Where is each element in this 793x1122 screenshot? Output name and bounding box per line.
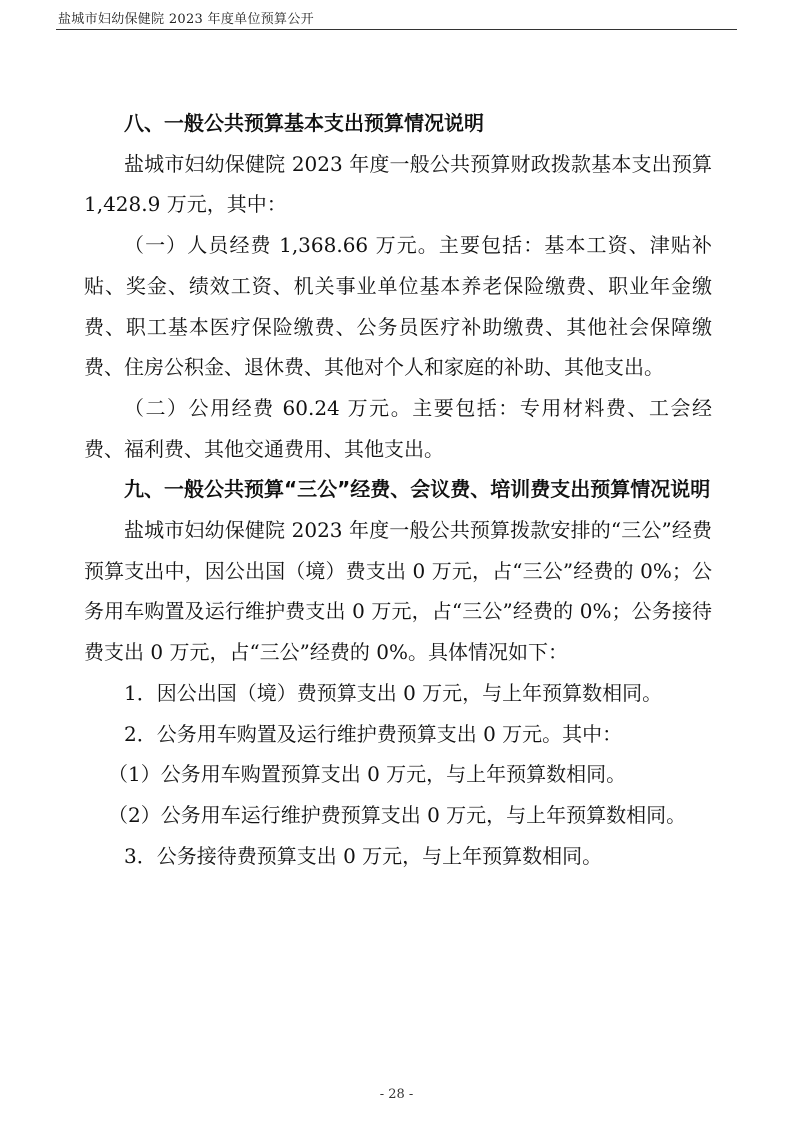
document-body bbox=[84, 103, 712, 876]
section-heading-9: 九、一般公共预算“三公”经费、会议费、培训费支出预算情况说明 bbox=[124, 477, 711, 502]
paragraph-personnel-expenses: （一）人员经费 1,368.66 万元。主要包括：基本工资、津贴补贴、奖金、绩效工资、机关事业单位基本养老保险缴费、职业年金缴费、职工基本医疗保险缴费、公务员医疗补助缴费、其他社会保障缴费、住房公积金、退休费、其他对个人和家庭的补助、其他支出。 bbox=[84, 233, 712, 380]
list-subitem: （1）公务用车购置预算支出 0 万元，与上年预算数相同。 bbox=[108, 762, 627, 787]
running-header: 盐城市妇幼保健院 2023 年度单位预算公开 bbox=[58, 12, 314, 27]
header-rule bbox=[56, 29, 737, 30]
page-number: - 28 - bbox=[379, 1087, 414, 1102]
list-item: 1．因公出国（境）费预算支出 0 万元，与上年预算数相同。 bbox=[124, 680, 663, 705]
list-item: 2．公务用车购置及运行维护费预算支出 0 万元。其中： bbox=[124, 721, 623, 746]
section-heading-8: 八、一般公共预算基本支出预算情况说明 bbox=[124, 111, 484, 135]
paragraph: 盐城市妇幼保健院 2023 年度一般公共预算拨款安排的“三公”经费预算支出中，因公出国（境）费支出 0 万元，占“三公”经费的 0%；公务用车购置及运行维护费支出 0 万元，占“三公”经费的 0%；公务接待费支出 0 万元，占“三公”经费的 0%。具体情况如下： bbox=[84, 518, 712, 665]
paragraph-public-expenses: （二）公用经费 60.24 万元。主要包括：专用材料费、工会经费、福利费、其他交通费用、其他支出。 bbox=[84, 395, 712, 461]
list-item: 3．公务接待费预算支出 0 万元，与上年预算数相同。 bbox=[124, 843, 603, 868]
paragraph: 盐城市妇幼保健院 2023 年度一般公共预算财政拨款基本支出预算 1,428.9 万元，其中： bbox=[84, 151, 712, 217]
list-subitem: （2）公务用车运行维护费预算支出 0 万元，与上年预算数相同。 bbox=[108, 802, 687, 827]
